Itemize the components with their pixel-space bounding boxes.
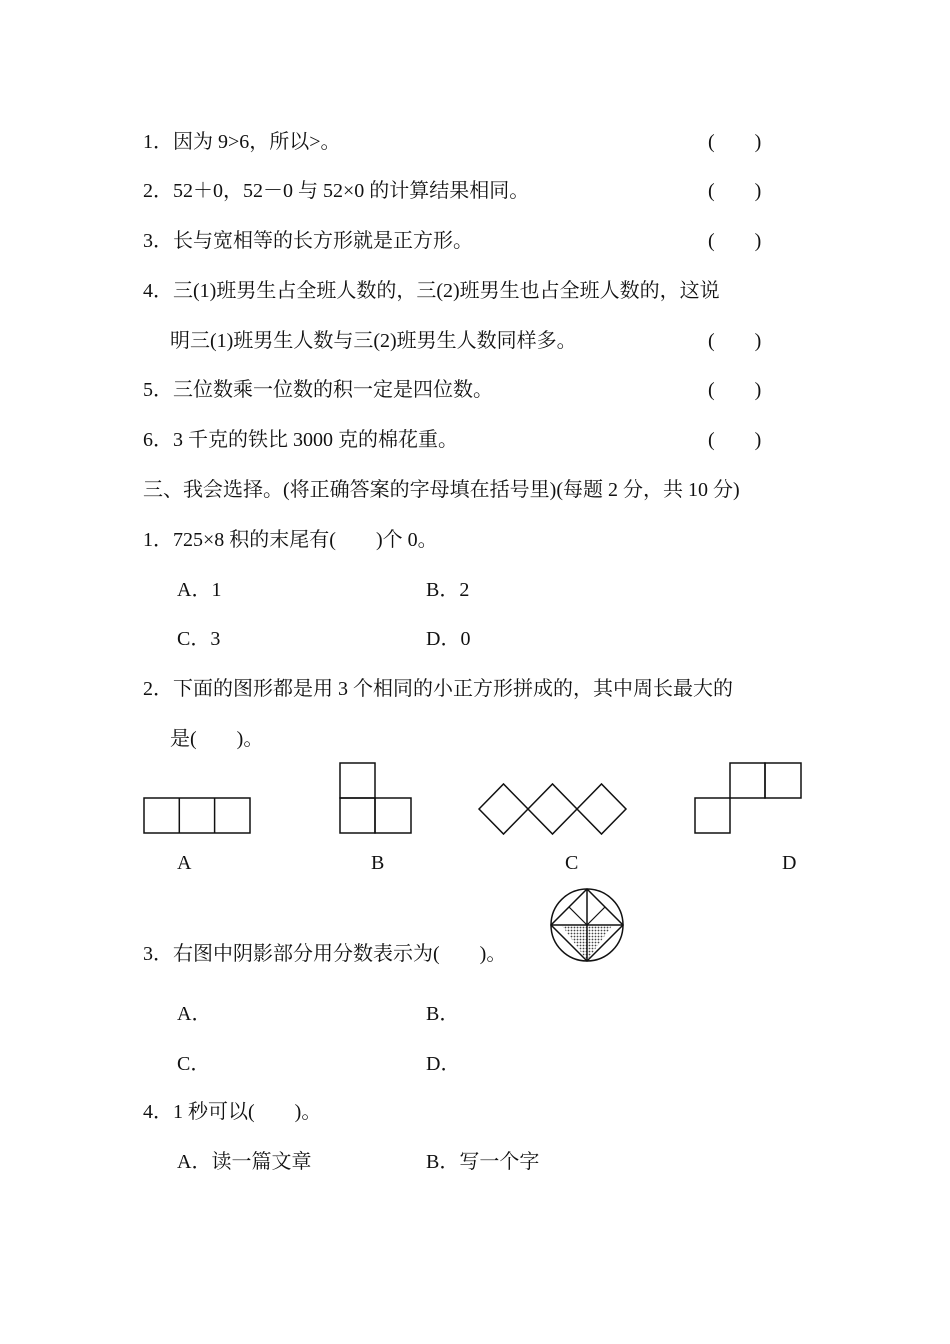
answer-paren-6[interactable]: ( ) [708,429,762,451]
q3-option-a[interactable]: A． [177,1003,212,1025]
q3-option-d[interactable]: D． [426,1053,461,1075]
q1-option-d[interactable]: D．0 [426,628,471,650]
q1-option-b[interactable]: B．2 [426,579,470,601]
answer-paren-4[interactable]: ( ) [708,330,762,352]
judge-question-5: 5．三位数乘一位数的积一定是四位数。 [143,379,493,401]
figure-c-diamonds [478,783,628,835]
q1-option-a[interactable]: A．1 [177,579,222,601]
q4-option-b[interactable]: B．写一个字 [426,1151,540,1173]
figure-b-l-shape [339,762,413,834]
choice-question-3: 3．右图中阴影部分用分数表示为( )。 [143,943,507,965]
answer-paren-1[interactable]: ( ) [708,131,762,153]
q4-option-a[interactable]: A．读一篇文章 [177,1151,312,1173]
answer-paren-5[interactable]: ( ) [708,379,762,401]
figure-d-step-shape [694,762,803,834]
circle-square-figure [549,887,625,963]
choice-question-4: 4．1 秒可以( )。 [143,1101,322,1123]
judge-question-4-line1: 4．三(1)班男生占全班人数的，三(2)班男生也占全班人数的，这说 [143,280,720,302]
judge-question-6: 6．3 千克的铁比 3000 克的棉花重。 [143,429,458,451]
judge-question-2: 2．52＋0，52－0 与 52×0 的计算结果相同。 [143,180,530,202]
judge-question-3: 3．长与宽相等的长方形就是正方形。 [143,230,473,252]
figure-label-d[interactable]: D [782,852,797,874]
answer-paren-2[interactable]: ( ) [708,180,762,202]
q3-option-c[interactable]: C． [177,1053,211,1075]
figure-label-b[interactable]: B [371,852,385,874]
judge-question-4-line2: 明三(1)班男生人数与三(2)班男生人数同样多。 [170,330,577,352]
section-heading: 三、我会选择。(将正确答案的字母填在括号里)(每题 2 分，共 10 分) [143,479,740,501]
figure-label-c[interactable]: C [565,852,579,874]
figure-label-a[interactable]: A [177,852,192,874]
choice-question-1: 1．725×8 积的末尾有( )个 0。 [143,529,438,551]
choice-question-2-line2: 是( )。 [170,728,264,750]
q1-option-c[interactable]: C．3 [177,628,221,650]
figure-a-row-squares [143,797,251,834]
choice-question-2-line1: 2．下面的图形都是用 3 个相同的小正方形拼成的，其中周长最大的 [143,678,733,700]
answer-paren-3[interactable]: ( ) [708,230,762,252]
judge-question-1: 1．因为 9>6，所以>。 [143,131,341,153]
q3-option-b[interactable]: B． [426,1003,460,1025]
